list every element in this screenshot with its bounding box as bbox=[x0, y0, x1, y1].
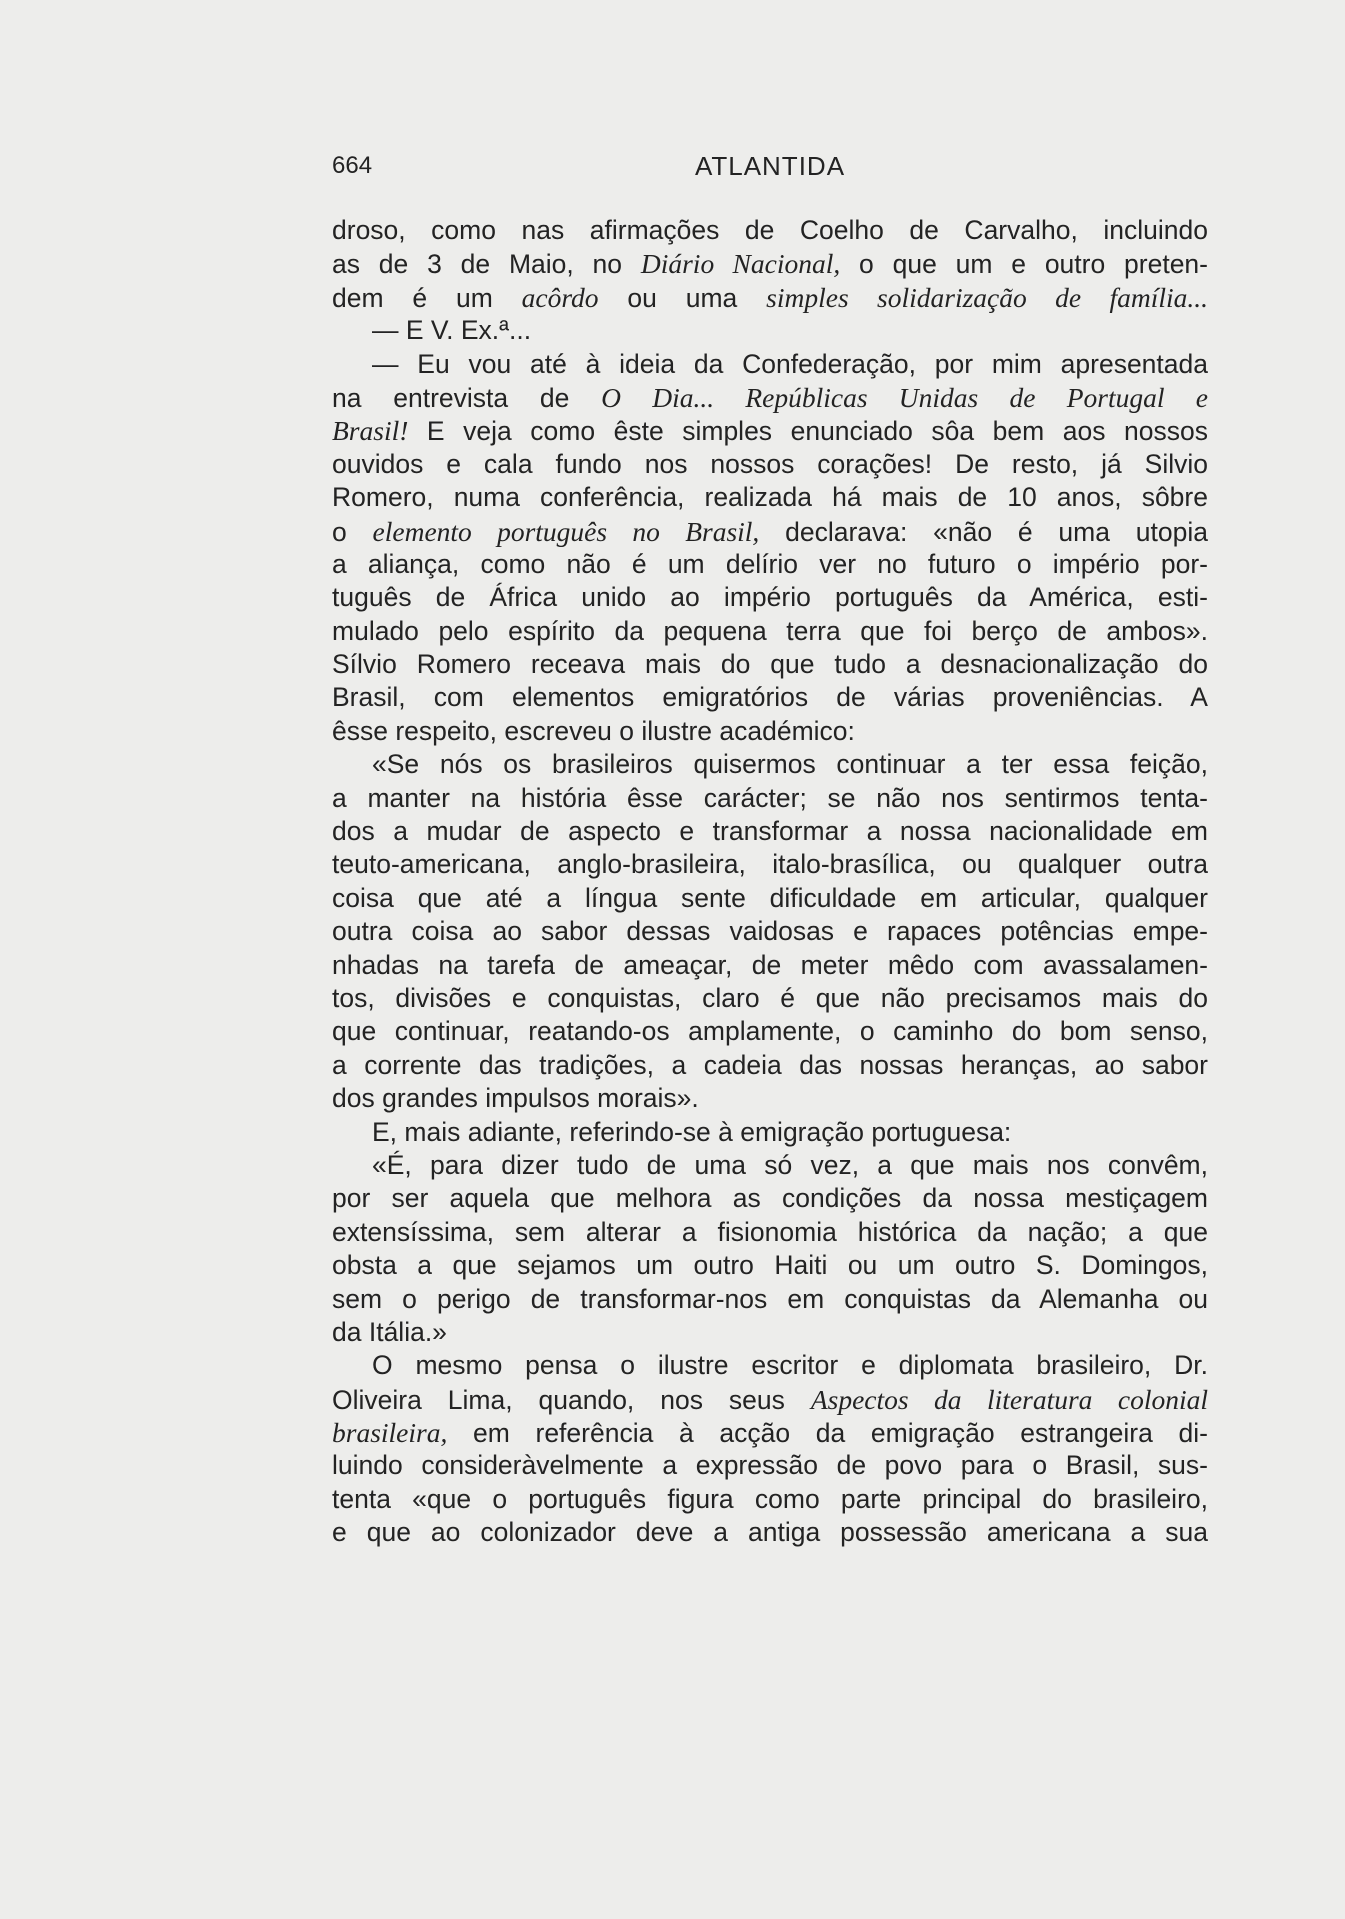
italic-text-segment: acôrdo bbox=[521, 281, 599, 313]
text-segment: por ser aquela que melhora as condições da nossa mestiçagem bbox=[332, 1183, 1208, 1214]
text-line bbox=[332, 414, 1208, 447]
italic-text-segment: elemento português no Brasil, bbox=[372, 515, 760, 547]
text-line bbox=[332, 1483, 1208, 1516]
text-segment: droso, como nas afirmações de Coelho de Carvalho, incluindo bbox=[332, 215, 1208, 245]
text-segment: tuguês de África unido ao império português da América, esti- bbox=[332, 582, 1208, 613]
text-line bbox=[332, 681, 1208, 714]
text-segment: — Eu vou até à ideia da Confederação, por mim apresentada bbox=[372, 348, 1208, 379]
text-segment: a manter na história êsse carácter; se não nos sentirmos tenta- bbox=[332, 782, 1208, 813]
text-line bbox=[332, 1015, 1208, 1048]
text-line bbox=[332, 1182, 1208, 1215]
text-segment: — E V. Ex.ª... bbox=[372, 315, 532, 346]
text-segment: na entrevista de bbox=[332, 382, 602, 413]
text-segment: tenta «que o português figura como parte principal do brasileiro, bbox=[332, 1483, 1208, 1514]
italic-text-segment: Aspectos da literatura colonial bbox=[810, 1383, 1208, 1415]
text-segment: Sílvio Romero receava mais do que tudo a desnacionalização do bbox=[332, 649, 1208, 680]
text-segment: «Se nós os brasileiros quisermos continuar a ter essa feição, bbox=[372, 749, 1208, 780]
text-line bbox=[332, 281, 1208, 314]
text-line bbox=[332, 1249, 1208, 1282]
text-line bbox=[332, 1082, 1208, 1115]
text-segment: em referência à acção da emigração estrangeira di- bbox=[447, 1418, 1208, 1449]
text-segment: outra coisa ao sabor dessas vaidosas e rapaces potências empe- bbox=[332, 916, 1208, 947]
text-line bbox=[332, 1449, 1208, 1482]
text-line bbox=[332, 1416, 1208, 1449]
text-line bbox=[332, 615, 1208, 648]
body-text bbox=[332, 214, 1208, 1550]
text-line bbox=[332, 982, 1208, 1015]
text-segment: Brasil, com elementos emigratórios de várias proveniências. A bbox=[332, 682, 1208, 713]
text-line bbox=[332, 1316, 1208, 1349]
text-segment: E, mais adiante, referindo-se à emigração portuguesa: bbox=[372, 1116, 1012, 1147]
page-number: 664 bbox=[332, 152, 373, 179]
text-segment: obsta a que sejamos um outro Haiti ou um outro S. Domingos, bbox=[332, 1250, 1208, 1281]
text-line bbox=[332, 548, 1208, 581]
text-line bbox=[332, 1116, 1208, 1149]
text-segment: e que ao colonizador deve a antiga possessão americana a sua bbox=[332, 1517, 1208, 1548]
text-segment: declarava: «não é uma utopia bbox=[759, 516, 1208, 547]
text-line bbox=[332, 1516, 1208, 1549]
text-line bbox=[332, 815, 1208, 848]
text-line bbox=[332, 247, 1208, 280]
text-line bbox=[332, 949, 1208, 982]
text-line bbox=[332, 882, 1208, 915]
text-line bbox=[332, 1283, 1208, 1316]
text-segment: as de 3 de Maio, no bbox=[332, 249, 641, 280]
text-segment: o bbox=[332, 516, 373, 547]
italic-text-segment: brasileira, bbox=[332, 1417, 448, 1449]
text-segment: mulado pelo espírito da pequena terra que foi berço de ambos». bbox=[332, 615, 1208, 646]
text-segment: Oliveira Lima, quando, nos seus bbox=[332, 1384, 811, 1415]
running-title: ATLANTIDA bbox=[694, 151, 846, 181]
text-segment: dos grandes impulsos morais». bbox=[332, 1083, 699, 1114]
text-segment: dem é um bbox=[332, 282, 522, 313]
text-segment: o que um e outro preten- bbox=[840, 249, 1208, 280]
text-line bbox=[332, 1149, 1208, 1182]
text-segment: extensíssima, sem alterar a fisionomia histórica da nação; a que bbox=[332, 1216, 1208, 1247]
text-segment: que continuar, reatando-os amplamente, o caminho do bom senso, bbox=[332, 1016, 1208, 1047]
text-segment: teuto-americana, anglo-brasileira, italo-brasílica, ou qualquer outra bbox=[332, 849, 1208, 880]
text-line bbox=[332, 748, 1208, 781]
text-segment: êsse respeito, escreveu o ilustre académico: bbox=[332, 715, 855, 746]
text-segment: E veja como êste simples enunciado sôa bem aos nossos bbox=[408, 416, 1208, 447]
text-line bbox=[332, 515, 1208, 548]
text-segment: ouvidos e cala fundo nos nossos corações! De resto, já Silvio bbox=[332, 448, 1208, 479]
text-line bbox=[332, 314, 1208, 347]
text-line bbox=[332, 581, 1208, 614]
text-line bbox=[332, 381, 1208, 414]
text-segment: Romero, numa conferência, realizada há mais de 10 anos, sôbre bbox=[332, 482, 1208, 513]
text-line bbox=[332, 348, 1208, 381]
text-segment: sem o perigo de transformar-nos em conquistas da Alemanha ou bbox=[332, 1283, 1208, 1314]
text-line bbox=[332, 782, 1208, 815]
text-line bbox=[332, 1383, 1208, 1416]
text-segment: tos, divisões e conquistas, claro é que não precisamos mais do bbox=[332, 982, 1208, 1013]
text-line bbox=[332, 915, 1208, 948]
text-segment: a aliança, como não é um delírio ver no futuro o império por- bbox=[332, 548, 1208, 579]
text-segment: nhadas na tarefa de ameaçar, de meter mêdo com avassalamen- bbox=[332, 949, 1208, 980]
italic-text-segment: Diário Nacional, bbox=[640, 248, 841, 280]
text-line bbox=[332, 648, 1208, 681]
text-segment: «É, para dizer tudo de uma só vez, a que mais nos convêm, bbox=[372, 1149, 1208, 1180]
text-segment: a corrente das tradições, a cadeia das nossas heranças, ao sabor bbox=[332, 1049, 1208, 1080]
text-segment: coisa que até a língua sente dificuldade em articular, qualquer bbox=[332, 882, 1208, 913]
italic-text-segment: Brasil! bbox=[332, 415, 409, 447]
text-line bbox=[332, 848, 1208, 881]
text-line bbox=[332, 715, 1208, 748]
italic-text-segment: simples solidarização de família... bbox=[766, 281, 1208, 313]
text-line bbox=[332, 1216, 1208, 1249]
page-header bbox=[332, 146, 1208, 186]
text-segment: dos a mudar de aspecto e transformar a nossa nacionalidade em bbox=[332, 816, 1208, 847]
text-line bbox=[332, 1049, 1208, 1082]
text-line bbox=[332, 1349, 1208, 1382]
text-line bbox=[332, 214, 1208, 247]
text-line bbox=[332, 448, 1208, 481]
text-segment: ou uma bbox=[598, 282, 767, 313]
italic-text-segment: O Dia... Repúblicas Unidas de Portugal e bbox=[601, 381, 1208, 413]
text-segment: O mesmo pensa o ilustre escritor e diplomata brasileiro, Dr. bbox=[372, 1350, 1208, 1381]
text-segment: da Itália.» bbox=[332, 1316, 447, 1347]
text-segment: luindo consideràvelmente a expressão de povo para o Brasil, sus- bbox=[332, 1450, 1208, 1481]
text-line bbox=[332, 481, 1208, 514]
